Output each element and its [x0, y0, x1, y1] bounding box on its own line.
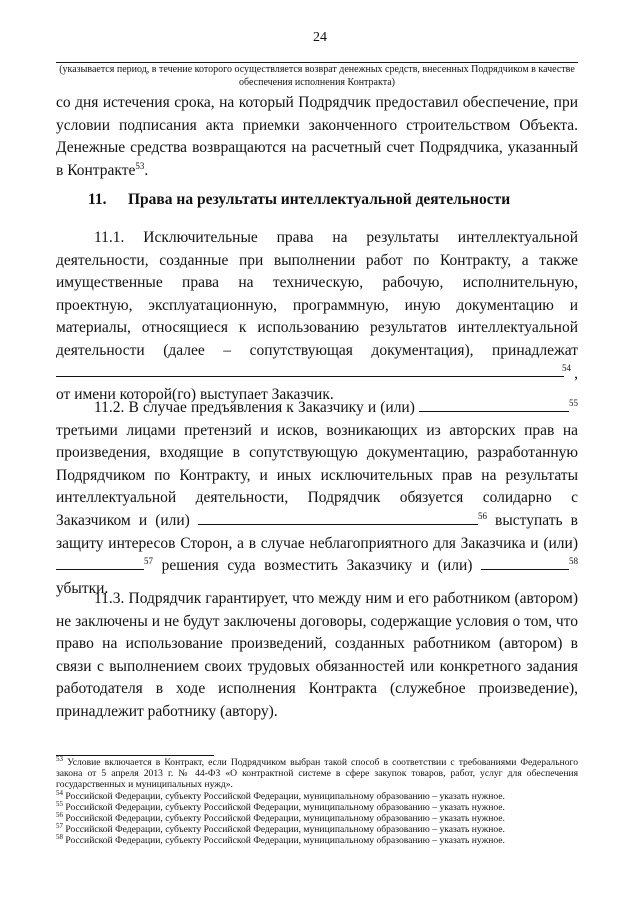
paragraph-11-2-part-a: 11.2. В случае предъявления к Заказчику и (или)	[94, 399, 415, 416]
fill-in-hint: (указывается период, в течение которого осуществляется возврат денежных средств, внесенных Подрядчиком в качестве обеспечения исполнения Контракта)	[59, 64, 575, 88]
paragraph-11-1-continuation: от имени которой(го) выступает Заказчик.	[56, 385, 334, 403]
blank-field-56	[198, 512, 478, 525]
intro-paragraph	[56, 92, 578, 182]
footnote-55: $^{55}$ Российской Федерации, субъекту Российской Федерации, муниципальному образованию – указать нужное.	[56, 799, 505, 813]
page-number: 24	[313, 30, 327, 45]
section-title: Права на результаты интеллектуальной деятельности	[128, 191, 511, 208]
intro-text: со дня истечения срока, на который Подрядчик предоставил обеспечение, при условии подписания акта приемки законченного строительством Объекта. Денежные средства возвращаются на расчетный счет Подрядчика, указанный в Контракте	[56, 94, 578, 179]
section-heading	[88, 191, 568, 209]
paragraph-11-2-part-c: выступать в защиту интересов Сторон, а в случае неблагоприятного для Заказчика и (или)	[56, 511, 579, 552]
intro-end: .	[144, 161, 149, 179]
footnote-57: $^{57}$ Российской Федерации, субъекту Российской Федерации, муниципальному образованию – указать нужное.	[56, 822, 505, 836]
paragraph-11-3	[56, 588, 578, 724]
footnote-ref-58: 58	[569, 556, 578, 566]
paragraph-11-3-text: 11.3. Подрядчик гарантирует, что между ним и его работником (автором) не заключены и не будут заключены договоры, содержащие условия о том, что право на использование произведений, созданных работником (автором) в связи с выполнением своих трудовых обязанностей или конкретного задания работодателя в ходе исполнения Контракта (служебное произведение), принадлежит работнику (автору).	[56, 590, 578, 720]
footnote-53: $^{53}$ Условие включается в Контракт, если Подрядчиком выбран такой способ в соответствии с требованиями Федерального закона от 5 апреля 2013 г. № 44-ФЗ «О контрактной системе в сфере закупок товаров, работ, услуг для обеспечения государственных и муниципальных нужд».	[56, 754, 578, 791]
paragraph-11-2-part-e: убытки.	[56, 579, 109, 597]
paragraph-11-2	[56, 397, 578, 600]
blank-line-54: 54 ,	[56, 363, 578, 384]
footnote-ref-56: 56	[477, 510, 487, 521]
footnote-54: $^{54}$ Российской Федерации, субъекту Российской Федерации, муниципальному образованию – указать нужное.	[56, 788, 505, 802]
footnotes	[56, 754, 578, 847]
paragraph-11-1-text: 11.1. Исключительные права на результаты интеллектуальной деятельности, созданные при выполнении работ по Контракту, а также имущественные права на техническую, рабочую, исполнительную, проектную, эксплуатационную, программную, иную документацию и материалы, относящиеся к использованию результатов интеллектуальной деятельности (далее – сопутствующая документация), принадлежат	[56, 229, 578, 359]
blank-field-58	[481, 557, 569, 570]
blank-field-55	[419, 399, 569, 412]
section-number: 11.	[88, 191, 107, 208]
paragraph-11-2-part-b: третьими лицами претензий и исков, возникающих из авторских прав на произведения, входящие в сопутствующую документацию, разработанную Подрядчиком по Контракту, и иных исключительных прав на результаты интеллектуальной деятельности, Подрядчик обязуется солидарно с Заказчиком и (или)	[56, 421, 578, 529]
footnote-58: $^{58}$ Российской Федерации, субъекту Российской Федерации, муниципальному образованию – указать нужное.	[56, 833, 505, 847]
footnote-56: $^{56}$ Российской Федерации, субъекту Российской Федерации, муниципальному образованию – указать нужное.	[56, 810, 505, 825]
blank-field-54	[56, 364, 564, 377]
footnote-separator	[56, 755, 214, 756]
blank-field-57	[56, 557, 144, 570]
footnote-ref-57: 57	[144, 556, 153, 566]
comma: ,	[574, 364, 578, 382]
footnote-ref-55: 55	[569, 397, 578, 408]
footnote-ref-53: 53	[135, 160, 145, 171]
paragraph-11-1	[56, 227, 578, 406]
paragraph-11-2-part-d: решения суда возместить Заказчику и (или)	[161, 557, 473, 575]
